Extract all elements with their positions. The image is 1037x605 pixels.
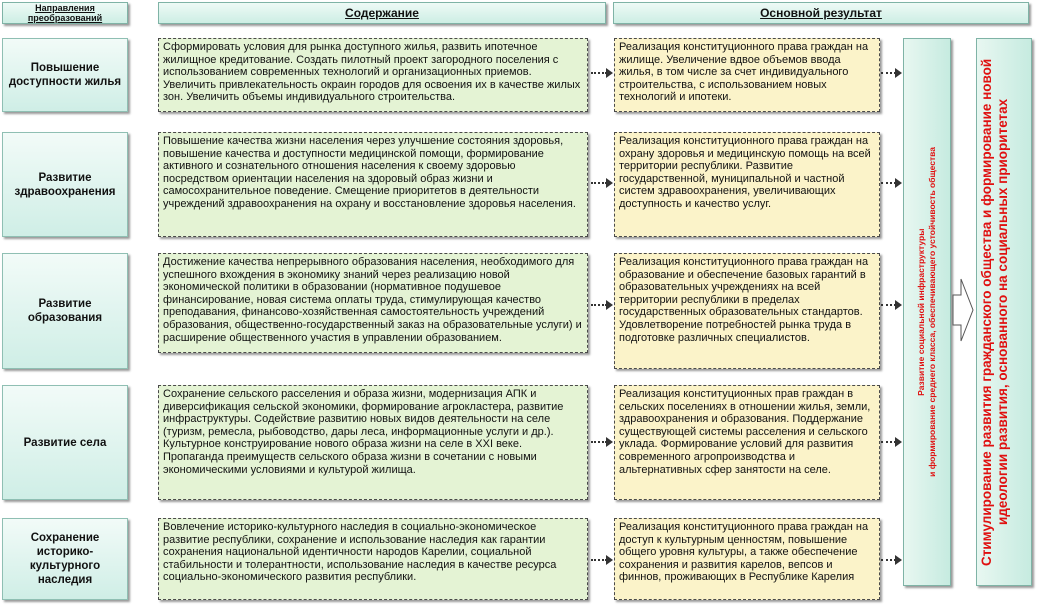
direction-education [2,253,128,369]
result-education [614,253,880,369]
infrastructure-line2: и формирование среднего класса, обеспечивающего устойчивость общества [927,147,937,477]
header-result-label: Основной результат [760,6,882,20]
direction-housing-label: Повышение доступности жилья [8,62,122,88]
content-village [158,385,588,500]
content-village-text: Сохранение сельского расселения и образа жизни, модернизация АПК и диверсификация сельской экономики, формирование агрокластера, развитие инфраструктуры. Содействие развитию новых видов деятельности на селе (туризм, ремесла, рыбоводство, дары леса, информационные услуги и др.). Культурное конструирование нового образа жизни на селе в XXI веке. Пропаганда преимуществ сельского образа жизни в сочетании с новыми экономическими условиями и культурой жилища. [163,388,564,476]
header-content [158,2,606,24]
result-housing-text: Реализация конституционного права граждан на жилище. Увеличение вдвое объемов ввода жилья, в том числе за счет индивидуального строительства, с использованием новых технологий и ипотеки. [619,41,869,104]
result-healthcare-text: Реализация конституционного права граждан на охрану здоровья и медицинскую помощь на всей территории республики. Развитие государственной, муниципальной и частной систем здравоохранения, увеличивающих доступность и качество услуг. [619,135,871,210]
direction-heritage [2,518,128,600]
result-village-text: Реализация конституционных прав граждан в сельских поселениях в отношении жилья, земли, здравоохранения и образования. Поддержание существующей системы расселения и сельского уклада. Формирование условий для развития современного агропроизводства и альтернативных сфер занятости на селе. [619,388,871,476]
arrow-heritage [591,555,613,565]
arrow-result-heritage [881,555,902,565]
direction-healthcare-label: Развитие здравоохранения [14,171,116,198]
arrow-village [591,437,613,447]
result-village [614,385,880,500]
content-education [158,253,588,353]
direction-village-label: Развитие села [23,436,107,449]
infrastructure-box [903,38,951,586]
direction-education-label: Развитие образования [27,298,103,324]
direction-heritage-label: Сохранение историко-культурного наследия [29,532,101,586]
arrow-result-healthcare [881,178,902,188]
result-education-text: Реализация конституционного права граждан на образование и обеспечение базовых гарантий в образовательных учреждениях на всей территории республики в пределах государственных образовательных стандартов. Удовлетворение потребностей рынка труда в подготовке различных специалистов. [619,256,869,344]
arrow-result-housing [881,68,902,78]
direction-housing [2,38,128,112]
arrow-result-village [881,437,902,447]
arrow-healthcare [591,178,613,188]
infrastructure-line1: Развитие социальной инфраструктуры [916,228,926,396]
final-result-text: Стимулирование развития гражданского общества и формирование новой идеологии развития, основанного на социальных приоритетах [979,58,1010,566]
content-housing [158,38,588,112]
result-healthcare [614,132,880,237]
result-heritage [614,518,880,600]
content-heritage [158,518,588,600]
header-result [613,2,1029,24]
big-arrow-icon [951,275,975,345]
header-content-label: Содержание [345,6,419,20]
content-heritage-text: Вовлечение историко-культурного наследия в социально-экономическое развитие республики, сохранение и использование наследия как гарантии сохранения национальной идентичности народов Карелии, социальной стабильности и толерантности, использование наследия в качестве ресурса социально-экономического развития республики. [163,521,557,584]
direction-village [2,385,128,500]
direction-healthcare [2,132,128,237]
result-heritage-text: Реализация конституционного права граждан на доступ к культурным ценностям, повышение общего уровня культуры, а также обеспечение сохранения и развития карелов, вепсов и финнов, проживающих в Республике Карелия [619,521,869,584]
header-directions-label: Направления преобразований [27,3,103,23]
content-healthcare [158,132,588,237]
content-healthcare-text: Повышение качества жизни населения через улучшение состояния здоровья, повышение качества и доступности медицинской помощи, формирование активного и сознательного отношения населения к своему здоровью посредством ориентации населения на здоровый образ жизни и самосохранительное поведение. Смещение приоритетов в деятельности учреждений здравоохранения на охрану и восстановление здоровья населения. [163,135,576,210]
final-result-box [976,38,1032,586]
result-housing [614,38,880,112]
arrow-education [591,300,613,310]
content-education-text: Достижение качества непрерывного образования населения, необходимого для успешного вхождения в экономику знаний через реализацию новой экономической политики в образовании (нормативное подушевое финансирование, новая система оплаты труда, стимулирующая качество преподавания, финансово-хозяйственная самостоятельность учреждений образования, общественно-государственный заказ на образовательные услуги) и расширение общественного участия в управлении образованием. [163,256,582,344]
arrow-result-education [881,300,902,310]
content-housing-text: Сформировать условия для рынка доступного жилья, развить ипотечное жилищное кредитование. Создать пилотный проект загородного поселения с использованием современных технологий и организационных приемов. Увеличить привлекательность окраин городов для освоения их в качестве жилых зон. Увеличить объемы индивидуального строительства. [163,41,581,104]
header-directions [2,2,128,24]
infrastructure-text [916,147,938,477]
arrow-housing [591,68,613,78]
